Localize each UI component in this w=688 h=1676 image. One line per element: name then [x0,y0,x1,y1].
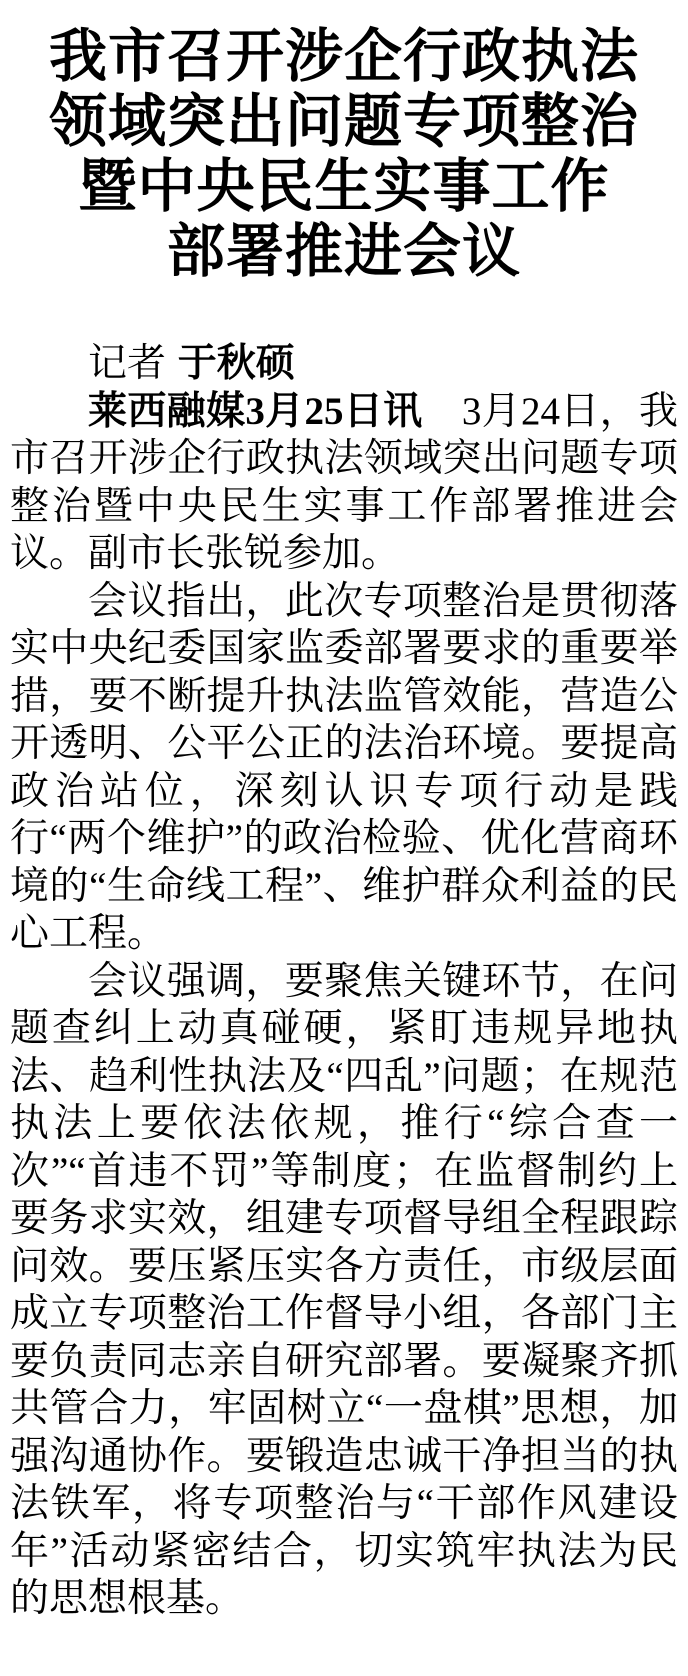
article-title [10,24,678,284]
byline-reporter: 于秋硕 [177,342,295,385]
byline-label: 记者 [88,342,167,385]
article-body [10,340,678,1623]
paragraph-3 [10,958,678,1623]
paragraph-lead-text: 3月24日，我市召开涉企行政执法领域突出问题专项整治暨中央民生实事工作部署推进会议。副市长张锐参加。 [10,389,678,575]
paragraph-lead [10,388,678,578]
dateline: 莱西融媒3月25日讯 [88,389,423,433]
title-line-3: 暨中央民生实事工作 [78,154,610,219]
byline [10,340,678,388]
paragraph-3-text: 会议强调，要聚焦关键环节，在问题查纠上动真碰硬，紧盯违规异地执法、趋利性执法及“四乱”问题；在规范执法上要依法依规，推行“综合查一次”“首违不罚”等制度；在监督制约上要务求实效，组建专项督导组全程跟踪问效。要压紧压实各方责任，市级层面成立专项整治工作督导小组，各部门主要负责同志亲自研究部署。要凝聚齐抓共管合力，牢固树立“一盘棋”思想，加强沟通协作。要锻造忠诚干净担当的执法铁军，将专项整治与“干部作风建设年”活动紧密结合，切实筑牢执法为民的思想根基。 [10,959,678,1620]
paragraph-2 [10,578,678,958]
title-line-2: 领域突出问题专项整治 [48,89,639,154]
title-line-4: 部署推进会议 [166,219,521,284]
paragraph-2-text: 会议指出，此次专项整治是贯彻落实中央纪委国家监委部署要求的重要举措，要不断提升执法监管效能，营造公开透明、公平公正的法治环境。要提高政治站位，深刻认识专项行动是践行“两个维护”的政治检验、优化营商环境的“生命线工程”、维护群众利益的民心工程。 [10,579,678,955]
title-line-1: 我市召开涉企行政执法 [48,24,639,89]
